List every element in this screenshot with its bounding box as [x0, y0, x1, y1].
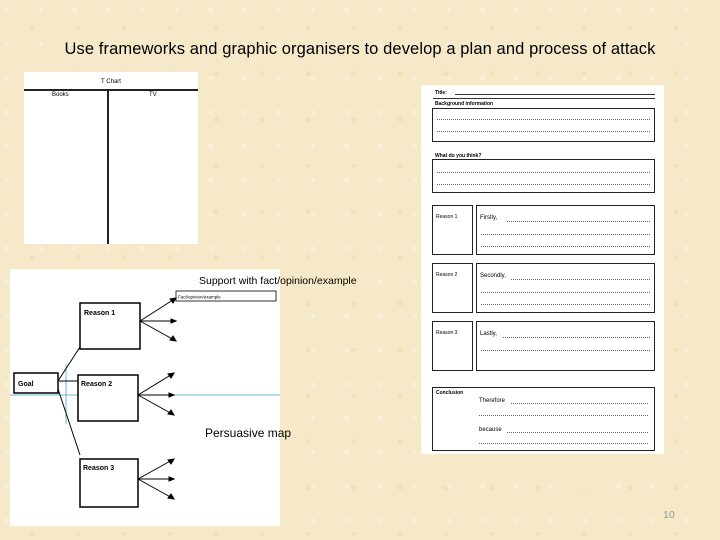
persuasive-map-diagram [10, 269, 280, 526]
dotted-line [481, 350, 650, 351]
worksheet-title-label: Title: [435, 90, 447, 96]
reason-2-lead: Secondly, [480, 273, 506, 279]
persuasive-map-image [10, 269, 280, 526]
reason-1-label-box [432, 205, 473, 255]
support-box-label: Fact/opinion/example [178, 294, 221, 300]
background-info-label: Background information [435, 101, 494, 107]
dotted-line [479, 415, 648, 416]
dotted-line [503, 337, 650, 338]
because-text: because [479, 427, 502, 433]
slide-title: Use frameworks and graphic organisers to develop a plan and process of attack [64, 40, 656, 58]
dotted-line [437, 184, 650, 185]
reason-2-label-box [432, 263, 473, 313]
reason-1-label: Reason 1 [84, 310, 116, 317]
t-chart-vertical-line [107, 89, 109, 244]
reason-2-label: Reason 2 [81, 381, 113, 388]
t-chart-image [24, 72, 198, 244]
reason-3-lead: Lastly, [480, 331, 497, 337]
reason-2-arrows [138, 373, 174, 415]
dotted-line [437, 119, 650, 120]
dotted-line [481, 234, 650, 235]
dotted-line [511, 279, 650, 280]
conclusion-label: Conclusion [436, 390, 464, 396]
t-chart-left-label: Books [52, 92, 69, 98]
what-do-you-think-label: What do you think? [435, 153, 482, 159]
reason-3-answer-box [476, 321, 655, 371]
support-caption: Support with fact/opinion/example [199, 275, 357, 287]
page-number: 10 [663, 509, 675, 521]
t-chart-right-label: TV [149, 92, 157, 98]
dotted-line [437, 172, 650, 173]
dotted-line [479, 443, 648, 444]
dotted-line [481, 292, 650, 293]
reason-3-label: Reason 3 [83, 465, 115, 472]
dotted-line [437, 131, 650, 132]
reason-1-arrows [140, 298, 176, 341]
dotted-line [511, 403, 648, 404]
worksheet-title-line [455, 94, 655, 95]
reason-2-label: Reason 2 [436, 272, 458, 278]
background-info-box [432, 108, 655, 142]
dotted-line [481, 246, 650, 247]
reason-3-label-box [432, 321, 473, 371]
dotted-line [507, 432, 648, 433]
dotted-line [481, 304, 650, 305]
goal-to-reason1-line [58, 347, 80, 381]
worksheet-top-rule [433, 98, 655, 99]
reason-3-label: Reason 3 [436, 330, 458, 336]
conclusion-box [432, 387, 655, 451]
reason-1-label: Reason 1 [436, 214, 458, 220]
reason-2-answer-box [476, 263, 655, 313]
reason-1-lead: Firstly, [480, 215, 498, 221]
t-chart-title: T Chart [101, 79, 121, 85]
persuasive-map-caption: Persuasive map [205, 426, 292, 440]
t-chart-horizontal-line [24, 89, 198, 91]
goal-to-reason3-line [58, 389, 80, 455]
reason-3-arrows [138, 459, 174, 499]
goal-label: Goal [18, 381, 34, 388]
reason-1-answer-box [476, 205, 655, 255]
therefore-text: Therefore [479, 398, 506, 404]
what-do-you-think-box [432, 159, 655, 193]
dotted-line [507, 221, 650, 222]
planning-worksheet-image [421, 85, 664, 454]
